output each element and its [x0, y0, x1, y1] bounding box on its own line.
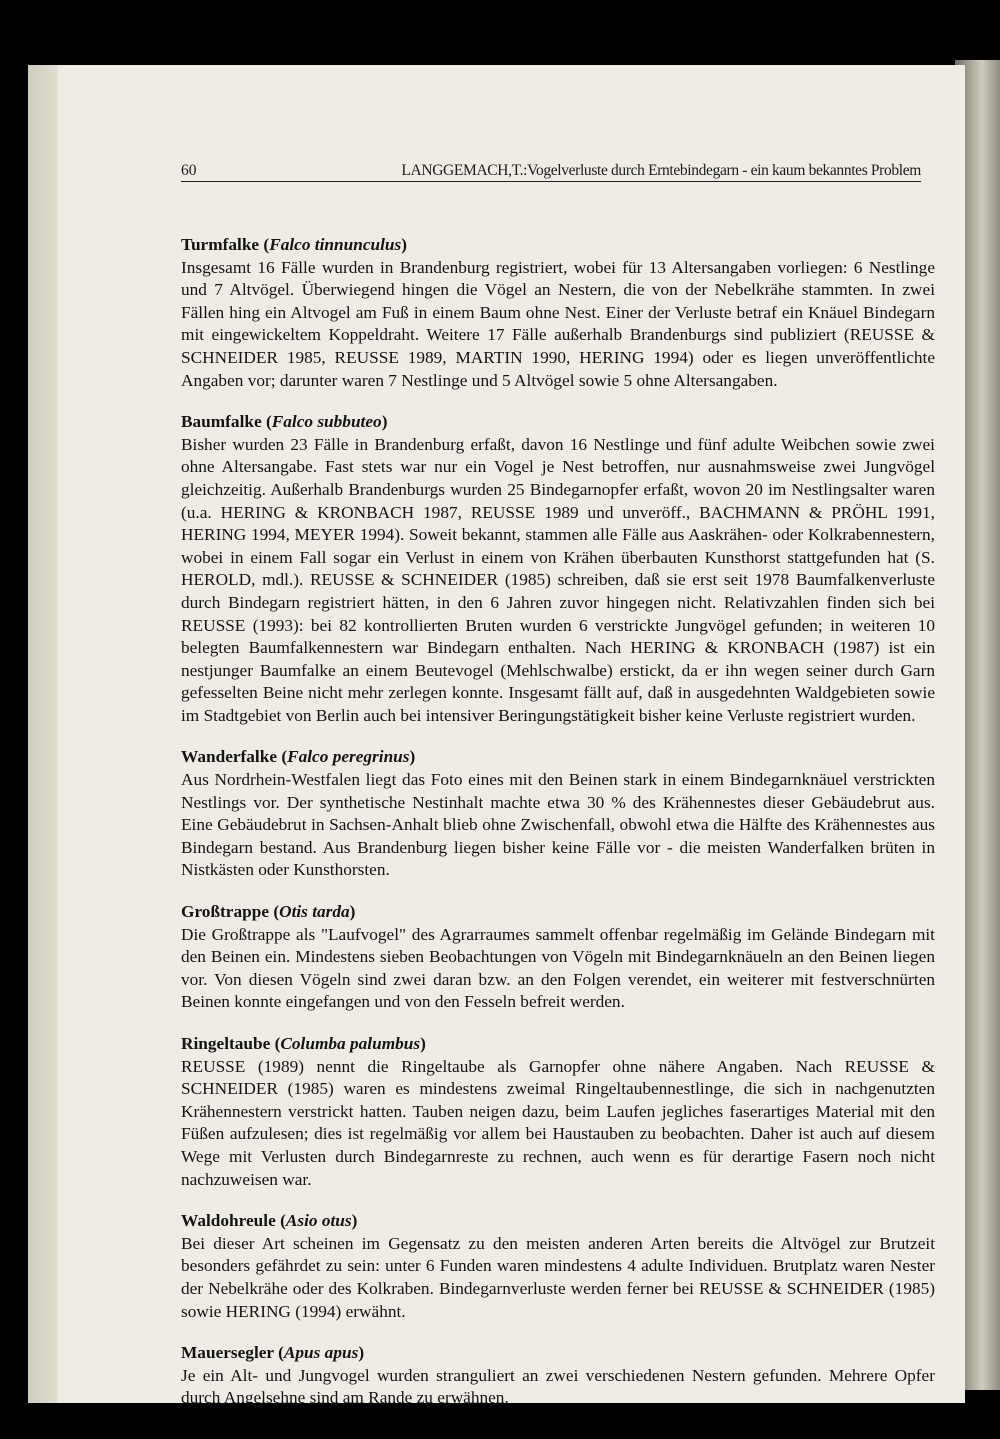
- species-common-name: Wanderfalke: [181, 747, 278, 767]
- section-text: Je ein Alt- und Jungvogel wurden stranguliert an zwei verschiedenen Nestern gefunden. Mehrere Opfer durch Angelsehne sind am Rande zu erwähnen.: [181, 1365, 935, 1408]
- section-heading: Wanderfalke (Falco peregrinus): [181, 747, 416, 767]
- section-heading: Turmfalke (Falco tinnunculus): [181, 235, 408, 254]
- section-text: Bisher wurden 23 Fälle in Brandenburg erfaßt, davon 16 Nestlinge und fünf adulte Weibchen sowie zwei ohne Altersangabe. Fast stets war nur ein Vogel je Nest betroffen, nur ausnahmsweise zwei Jungvögel gleichzeitig. Außerhalb Brandenburgs wurden 25 Bindegarnopfer erfaßt, wovon 20 im Nestlingsalter waren (u.a. HERING & KRONBACH 1987, REUSSE 1989 und unveröff., BACHMANN & PRÖHL 1991, HERING 1994, MEYER 1994). Soweit bekannt, stammen alle Fälle aus Aaskrähen- oder Kolkrabennestern, wobei in einem Fall sogar ein Verlust in einem von Krähen überbauten Kunsthorst stattgefunden hat (S. HEROLD, mdl.). REUSSE & SCHNEIDER (1985) schreiben, daß sie erst seit 1978 Baumfalkenverluste durch Bindegarn registriert hätten, in den 6 Jahren zuvor hingegen nicht. Relativzahlen finden sich bei REUSSE (1993): bei 82 kontrollierten Bruten wurden 6 verstrickte Jungvögel gefunden; in weiteren 10 belegten Baumfalkennestern war Bindegarn enthalten. Nach HERING & KRONBACH (1987) ist ein nestjunger Baumfalke an einem Beutevogel (Mehlschwalbe) erstickt, da er ihn wegen seiner durch Garn gefesselten Beine nicht mehr zerlegen konnte. Insgesamt fällt auf, daß in ausgedehnten Waldgebieten sowie im Stadtgebiet von Berlin auch bei intensiver Beringungstätigkeit bisher keine Verluste registriert wurden.: [181, 434, 935, 725]
- section-text: Aus Nordrhein-Westfalen liegt das Foto eines mit den Beinen stark in einem Bindegarnknäuel verstrickten Nestlings vor. Der synthetische Nestinhalt machte etwa 30 % des Krähennestes dieser Gebäudebrut aus. Eine Gebäudebrut in Sachsen-Anhalt blieb ohne Zwischenfall, obwohl etwa die Hälfte des Krähennestes aus Bindegarn bestand. Aus Brandenburg liegen bisher keine Fälle vor - die meisten Wanderfalken brüten in Nistkästen oder Kunsthorsten.: [181, 770, 935, 880]
- species-common-name: Baumfalke: [181, 412, 262, 432]
- section-text: Die Großtrappe als "Laufvogel" des Agrarraumes sammelt offenbar regelmäßig im Gelände Bindegarn mit den Beinen ein. Mindestens sieben Beobachtungen von Vögeln mit Bindegarnknäueln an den Beinen liegen vor. Von diesen Vögeln sind zwei daran bzw. an den Folgen verendet, ein weiterer mit festverschnürten Beinen konnte eingefangen und von den Fesseln befreit werden.: [181, 924, 935, 1012]
- species-common-name: Ringeltaube: [181, 1034, 271, 1053]
- species-latin-name: Falco peregrinus: [287, 747, 410, 767]
- species-latin-name: Asio otus: [285, 1211, 352, 1231]
- section-turmfalke: [181, 234, 935, 392]
- species-latin-name: Otis tarda: [279, 902, 350, 922]
- section-heading: Waldohreule (Asio otus): [181, 1211, 358, 1231]
- species-common-name: Turmfalke: [181, 235, 260, 254]
- section-ringeltaube: [181, 1033, 935, 1191]
- section-waldohreule: [181, 1210, 935, 1323]
- section-text: Insgesamt 16 Fälle wurden in Brandenburg registriert, wobei für 13 Altersangaben vorliegen: 6 Nestlinge und 7 Altvögel. Überwiegend hingen die Vögel an Nestern, die von der Nebelkrähe stammten. In zwei Fällen hing ein Altvogel am Fuß in einem Baum ohne Nest. Einer der Verluste betraf ein Knäuel Bindegarn mit eingewickeltem Koppeldraht. Weitere 17 Fälle außerhalb Brandenburgs sind publiziert (REUSSE & SCHNEIDER 1985, REUSSE 1989, MARTIN 1990, HERING 1994) oder es liegen unveröffentlichte Angaben vor; darunter waren 7 Nestlinge und 5 Altvögel sowie 5 ohne Altersangaben.: [181, 257, 935, 390]
- section-text: Bei dieser Art scheinen im Gegensatz zu den meisten anderen Arten bereits die Altvögel zur Brutzeit besonders gefährdet zu sein: unter 6 Funden waren mindestens 4 adulte Individuen. Brutplatz waren Nester der Nebelkrähe oder des Kolkraben. Bindegarnverluste werden ferner bei REUSSE & SCHNEIDER (1985) sowie HERING (1994) erwähnt.: [181, 1233, 935, 1321]
- section-wanderfalke: [181, 746, 935, 882]
- section-text: REUSSE (1989) nennt die Ringeltaube als Garnopfer ohne nähere Angaben. Nach REUSSE & SCHNEIDER (1985) waren es mindestens zweimal Ringeltaubennestlinge, die sich in nachgenutzten Krähennestern verstrickt hatten. Tauben neigen dazu, beim Laufen jegliches faserartiges Material mit den Füßen aufzulesen; dies ist regelmäßig vor allem bei Haustauben zu beobachten. Daher ist auch auf diesem Wege mit Verlusten durch Bindegarnreste zu rechnen, auch wenn es für derartige Fasern noch nicht nachzuweisen war.: [181, 1056, 935, 1189]
- section-heading: Ringeltaube (Columba palumbus): [181, 1034, 426, 1053]
- article-body: [181, 234, 935, 1429]
- species-common-name: Waldohreule: [181, 1211, 276, 1231]
- section-mauersegler: [181, 1342, 935, 1410]
- section-heading: Großtrappe (Otis tarda): [181, 902, 356, 922]
- section-heading: Baumfalke (Falco subbuteo): [181, 412, 388, 432]
- section-heading: Mauersegler (Apus apus): [181, 1343, 365, 1363]
- species-latin-name: Falco subbuteo: [271, 412, 382, 432]
- species-common-name: Großtrappe: [181, 902, 270, 922]
- running-title: LANGGEMACH,T.:Vogelverluste durch Erntebindegarn - ein kaum bekanntes Problem: [401, 162, 921, 179]
- species-latin-name: Apus apus: [283, 1343, 359, 1363]
- page-number: 60: [181, 162, 197, 179]
- running-header: [181, 162, 921, 182]
- species-latin-name: Columba palumbus: [280, 1034, 421, 1053]
- section-baumfalke: [181, 411, 935, 727]
- species-latin-name: Falco tinnunculus: [269, 235, 402, 254]
- species-common-name: Mauersegler: [181, 1343, 274, 1363]
- section-grosstrappe: [181, 901, 935, 1014]
